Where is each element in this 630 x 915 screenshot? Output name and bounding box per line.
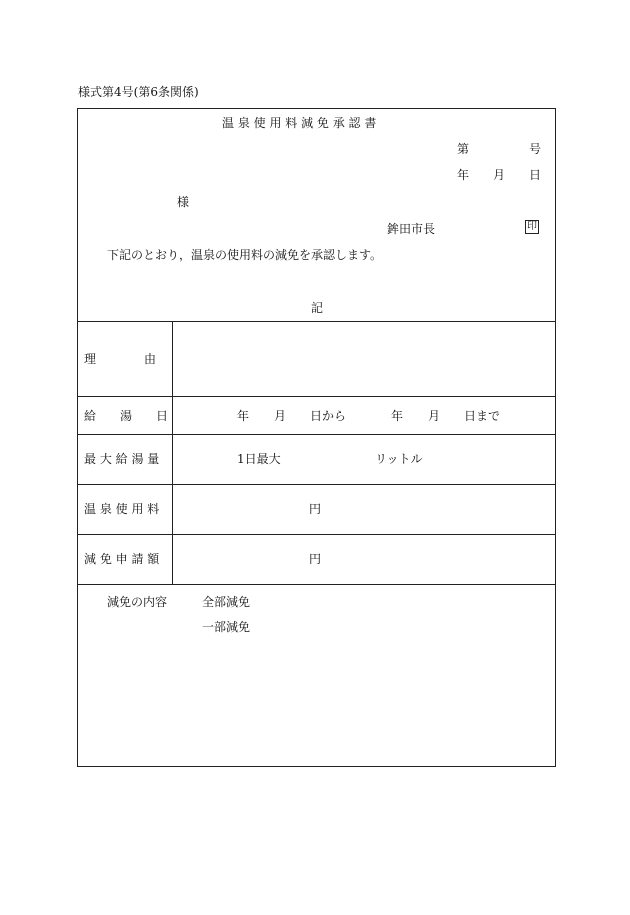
- row-label-supply: 給 湯 日: [84, 409, 169, 423]
- supply-to-month: 月: [428, 409, 441, 423]
- max-volume-prefix: 1日最大: [237, 452, 281, 466]
- supply-from-day: 日から: [310, 409, 347, 423]
- date-month: 月: [493, 168, 506, 182]
- divider-supply: [77, 434, 556, 435]
- supply-to-day: 日まで: [464, 409, 501, 423]
- divider-fee: [77, 534, 556, 535]
- exemption-option-full: 全部減免: [202, 595, 251, 609]
- date-day: 日: [529, 168, 542, 182]
- document-title: 温 泉 使 用 料 減 免 承 認 書: [222, 116, 377, 130]
- exemption-option-partial: 一部減免: [202, 620, 251, 634]
- row-label-reason: 理 由: [84, 352, 157, 366]
- ki-heading: 記: [311, 301, 324, 315]
- max-volume-unit: リットル: [375, 452, 423, 466]
- form-label: 様式第4号(第6条関係): [78, 85, 199, 99]
- divider-volume: [77, 484, 556, 485]
- supply-to-year: 年: [391, 409, 404, 423]
- label-column-divider: [172, 321, 173, 584]
- supply-from-year: 年: [237, 409, 250, 423]
- recipient-suffix: 様: [177, 195, 190, 209]
- exemption-label: 減免の内容: [107, 595, 168, 609]
- form-border: [77, 108, 556, 767]
- supply-from-month: 月: [274, 409, 287, 423]
- seal-mark: 印: [527, 221, 537, 232]
- row-label-max-volume: 最 大 給 湯 量: [84, 452, 160, 466]
- doc-number-prefix: 第: [457, 142, 470, 156]
- divider-reason: [77, 396, 556, 397]
- doc-number-suffix: 号: [529, 142, 542, 156]
- row-label-usage-fee: 温 泉 使 用 料: [84, 502, 160, 516]
- reduction-amount-unit: 円: [309, 552, 322, 566]
- issuer-name: 鉾田市長: [387, 222, 436, 236]
- row-label-reduction-amount: 減 免 申 請 額: [84, 552, 160, 566]
- date-year: 年: [457, 168, 470, 182]
- usage-fee-unit: 円: [309, 502, 322, 516]
- divider-reduction: [77, 584, 556, 585]
- body-text: 下記のとおり，温泉の使用料の減免を承認します。: [107, 248, 383, 262]
- divider-header: [77, 321, 556, 322]
